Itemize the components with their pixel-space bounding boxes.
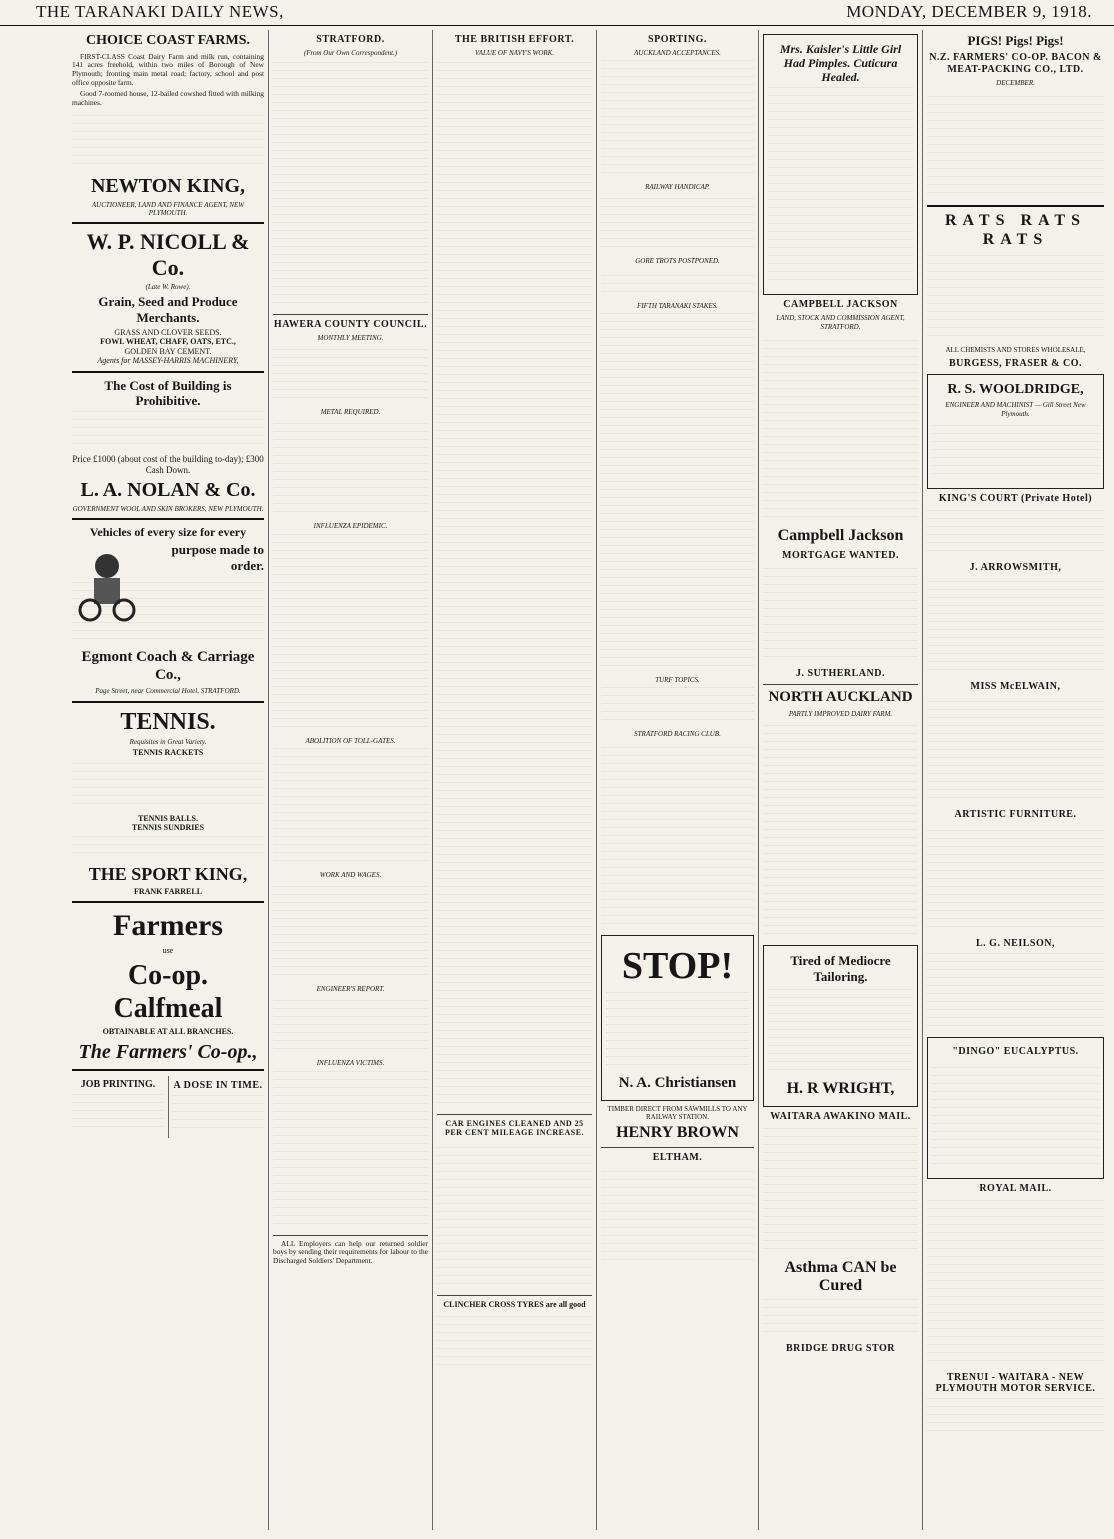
cart-illustration-icon xyxy=(72,544,142,624)
calfmeal-heading: Co-op. Calfmeal xyxy=(113,960,223,1025)
burgess-heading: BURGESS, FRASER & CO. xyxy=(948,358,1083,370)
campbell-jackson-heading: CAMPBELL JACKSON xyxy=(783,299,898,311)
trenui-heading: TRENUI - WAITARA - NEW PLYMOUTH MOTOR SERVICE. xyxy=(935,1371,1096,1395)
artistic-furniture-heading: ARTISTIC FURNITURE. xyxy=(954,809,1077,821)
use-line: use xyxy=(162,945,174,955)
monthly-meeting-heading: MONTHLY MEETING. xyxy=(317,333,384,342)
newton-king-heading: NEWTON KING, xyxy=(90,174,246,197)
column-6 xyxy=(922,30,1108,1530)
acceptances-heading: AUCKLAND ACCEPTANCES. xyxy=(634,48,721,57)
waitara-mail-heading: WAITARA AWAKINO MAIL. xyxy=(770,1110,911,1122)
coop-heading: The Farmers' Co-op., xyxy=(78,1040,258,1063)
column-5 xyxy=(758,30,922,1530)
campbell-jackson-sub: LAND, STOCK AND COMMISSION AGENT, STRATFORD. xyxy=(776,314,905,331)
influenza-epidemic-heading: INFLUENZA EPIDEMIC. xyxy=(313,522,388,531)
arrowsmith-heading: J. ARROWSMITH, xyxy=(969,561,1062,573)
employers-notice: ALL Employers can help our returned soldier boys by sending their requirements for labour to the Discharged Soldiers' Department. xyxy=(273,1238,428,1266)
timber-line: TIMBER DIRECT FROM SAWMILLS TO ANY RAILWAY STATION. xyxy=(607,1104,748,1122)
nicoll-heading: W. P. NICOLL & Co. xyxy=(86,229,250,280)
column-2 xyxy=(268,30,432,1530)
column-4 xyxy=(596,30,758,1530)
tollgates-heading: ABOLITION OF TOLL-GATES. xyxy=(305,736,396,745)
tennis-heading: TENNIS. xyxy=(120,708,216,735)
british-effort-heading: THE BRITISH EFFORT. xyxy=(454,34,575,45)
column-3 xyxy=(432,30,596,1530)
north-auckland-sub: PARTLY IMPROVED DAIRY FARM. xyxy=(788,709,893,718)
farrell-line: FRANK FARRELL xyxy=(133,886,203,896)
nicoll-sub: (Late W. Rowe). xyxy=(145,282,191,291)
sporting-heading: SPORTING. xyxy=(648,34,707,45)
hawera-heading: HAWERA COUNTY COUNCIL. xyxy=(273,319,428,331)
north-auckland-heading: NORTH AUCKLAND xyxy=(768,689,913,706)
stratford-correspondent: (From Our Own Correspondent.) xyxy=(303,48,398,57)
column-1: CHOICE COAST FARMS. FIRST-CLASS Coast Dairy Farm and milk run, containing 141 acres freehold, within two miles of Borough of New Plymouth; fronting main metal road; factory, school and post office opposite farm. Good 7-roomed house, 12-bailed cowshed fitted with milking machines. NEWTON KING, AUCTIONEER, LAND AND FINANCE AGENT, NEW PLYMOUTH. W. P. NICOLL & Co. (Late W. Rowe). Grain, Seed and Produce Merchants. GRASS AND CLOVER SEEDS. FOWL WHEAT, CHAFF, OATS, ETC., GOLDEN BAY CEMENT. Agents for MASSEY-HARRIS MACHINERY, The Cost of Building is Prohibitive. Price £1000 (about cost of the building to-day); £300 Cash Down. L. A. NOLAN & Co. GOVERNMENT WOOL AND SKIN BROKERS, NEW PLYMOUTH. Vehicles of every size for every purpose made to order. Egmont Coach & Carriage Co., Page Street, near Commercial Hotel, STRATFORD. TENNIS. Requisites in Great Variety. TENNIS RACKETS TENNIS BALLS. TENNIS SUNDRIES THE SPORT KING, FRANK FARRELL Farmers use Co-op. Calfmeal OBTAINABLE AT ALL BRANCHES. The Farmers' Co-op., JOB PRINTING. A DOSE IN TIME. xyxy=(68,30,268,1530)
kings-court-heading: KING'S COURT (Private Hotel) xyxy=(938,492,1093,504)
asthma-heading: Asthma CAN be Cured xyxy=(784,1258,897,1295)
egmont-sub: Page Street, near Commercial Hotel, STRATFORD. xyxy=(95,687,241,696)
egmont-heading: Egmont Coach & Carriage Co., xyxy=(81,649,255,683)
pigs-heading-1: PIGS! Pigs! Pigs! xyxy=(967,33,1064,48)
gore-trots-heading: GORE TROTS POSTPONED. xyxy=(635,257,720,266)
masthead-date: MONDAY, DECEMBER 9, 1918. xyxy=(846,2,1092,22)
bridge-drug-heading: BRIDGE DRUG STOR xyxy=(786,1343,895,1355)
mortgage-heading: MORTGAGE WANTED. xyxy=(782,549,899,561)
railway-handicap-heading: RAILWAY HANDICAP. xyxy=(645,183,710,192)
mcelwain-heading: MISS McELWAIN, xyxy=(970,680,1061,692)
purpose-heading: purpose made to order. xyxy=(171,542,264,573)
tired-tailoring-heading: Tired of Mediocre Tailoring. xyxy=(790,953,891,984)
metal-required-heading: METAL REQUIRED. xyxy=(320,408,381,417)
choice-coast-farms-heading: CHOICE COAST FARMS. xyxy=(85,33,250,48)
henry-brown-heading: HENRY BROWN xyxy=(616,1124,739,1142)
neilson-heading: L. G. NEILSON, xyxy=(976,938,1055,950)
dingo-heading: "DINGO" EUCALYPTUS. xyxy=(952,1045,1079,1057)
nz-farmers-heading: N.Z. FARMERS' CO-OP. BACON & MEAT-PACKING CO., LTD. xyxy=(929,52,1102,76)
influenza-victims-heading: INFLUENZA VICTIMS. xyxy=(316,1059,385,1068)
fifth-taranaki-heading: FIFTH TARANAKI STAKES. xyxy=(637,301,718,310)
eltham-heading: ELTHAM. xyxy=(652,1152,703,1164)
fowl-line: FOWL WHEAT, CHAFF, OATS, ETC., xyxy=(100,337,236,347)
job-printing-heading: JOB PRINTING. xyxy=(80,1079,156,1091)
wooldridge-heading: R. S. WOOLDRIDGE, xyxy=(947,381,1084,397)
december-heading: DECEMBER. xyxy=(996,78,1035,87)
grain-heading: Grain, Seed and Produce Merchants. xyxy=(98,294,238,325)
campbell-jackson-banner: Campbell Jackson xyxy=(777,526,904,544)
work-wages-heading: WORK AND WAGES. xyxy=(319,870,382,879)
engineer-report-heading: ENGINEER'S REPORT. xyxy=(316,985,385,994)
royal-mail-heading: ROYAL MAIL. xyxy=(979,1182,1052,1194)
building-price: Price £1000 (about cost of the building to-day); £300 Cash Down. xyxy=(72,454,264,475)
nolan-heading: L. A. NOLAN & Co. xyxy=(80,479,256,502)
clincher-heading: CLINCHER CROSS TYRES are all good xyxy=(443,1299,586,1309)
christiansen-heading: N. A. Christiansen xyxy=(618,1075,737,1092)
massey-line: Agents for MASSEY-HARRIS MACHINERY, xyxy=(97,356,239,366)
racing-club-heading: STRATFORD RACING CLUB. xyxy=(634,730,721,739)
grass-line: GRASS AND CLOVER SEEDS. xyxy=(114,327,222,337)
dose-heading: A DOSE IN TIME. xyxy=(173,1080,263,1092)
nolan-sub: GOVERNMENT WOOL AND SKIN BROKERS, NEW PLYMOUTH. xyxy=(72,505,264,514)
building-heading: The Cost of Building is Prohibitive. xyxy=(104,377,232,408)
wright-heading: H. R WRIGHT, xyxy=(786,1079,895,1097)
turf-topics-heading: TURF TOPICS. xyxy=(655,675,700,684)
masthead-title: THE TARANAKI DAILY NEWS, xyxy=(36,2,284,22)
newton-king-sub: AUCTIONEER, LAND AND FINANCE AGENT, NEW PLYMOUTH. xyxy=(91,200,245,217)
sutherland-heading: J. SUTHERLAND. xyxy=(796,668,885,680)
chemists-line: ALL CHEMISTS AND STORES WHOLESALE, xyxy=(945,345,1086,354)
wooldridge-sub: ENGINEER AND MACHINIST — Gill Street New Plymouth. xyxy=(945,401,1086,418)
car-engines-heading: CAR ENGINES CLEANED AND 25 PER CENT MILEAGE INCREASE. xyxy=(444,1119,585,1138)
navy-value-heading: VALUE OF NAVY'S WORK. xyxy=(474,48,555,57)
obtainable-line: OBTAINABLE AT ALL BRANCHES. xyxy=(102,1027,234,1037)
stratford-heading: STRATFORD. xyxy=(316,34,385,45)
stop-heading: STOP! xyxy=(621,945,734,988)
tennis-rackets-heading: TENNIS RACKETS xyxy=(132,748,204,758)
cement-line: GOLDEN BAY CEMENT. xyxy=(124,346,212,356)
tennis-sub: Requisites in Great Variety. xyxy=(129,738,207,747)
vehicles-heading: Vehicles of every size for every xyxy=(89,525,247,540)
sport-king-heading: THE SPORT KING, xyxy=(88,863,248,884)
masthead xyxy=(0,0,1114,26)
choice-coast-farms-text: FIRST-CLASS Coast Dairy Farm and milk run, containing 141 acres freehold, within two miles of Borough of New Plymouth; fronting main metal road; factory, school and post office opposite farm. xyxy=(72,51,264,87)
farmers-heading: Farmers xyxy=(113,909,223,943)
kaisler-heading: Mrs. Kaisler's Little Girl Had Pimples. Cuticura Healed. xyxy=(779,42,902,85)
rats-heading: RATS RATS RATS xyxy=(945,212,1086,249)
tennis-sundries-heading: TENNIS SUNDRIES xyxy=(131,823,205,833)
tennis-balls-heading: TENNIS BALLS. xyxy=(137,813,199,823)
